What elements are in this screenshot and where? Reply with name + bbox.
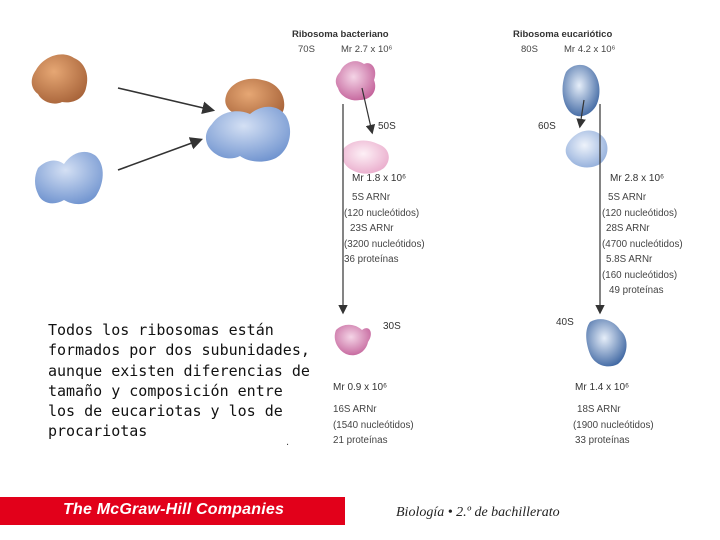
bacterial-30s-comp-2: 21 proteínas [333,435,388,446]
eukaryotic-60s-label: 60S [538,121,556,132]
eukaryotic-60s-comp-6: 49 proteínas [609,285,664,296]
bacterial-70s-mr: Mr 2.7 x 10⁶ [341,44,393,55]
caption-line: Todos los ribosomas están [48,321,274,339]
bacterial-70s-label: 70S [298,44,315,55]
bacterial-50s-composition [344,190,425,268]
caption [48,320,308,442]
eukaryotic-80s-mr: Mr 4.2 x 10⁶ [564,44,616,55]
eukaryotic-40s-comp-2: 33 proteínas [575,435,630,446]
bacterial-30s-label: 30S [383,321,401,332]
publisher-logo [0,497,345,525]
eukaryotic-60s-comp-0: 5S ARNr [608,192,647,203]
eukaryotic-40s-label: 40S [556,317,574,328]
eukaryotic-80s-shape [563,65,600,116]
eukaryotic-40s-shape [586,319,626,366]
bacterial-50s-comp-1: (120 nucleótidos) [344,207,420,219]
bacterial-50s-comp-2: 23S ARNr [350,223,394,234]
bacterial-50s-comp-3: (3200 nucleótidos) [344,238,425,250]
bacterial-30s-comp-0: 16S ARNr [333,404,377,415]
eukaryotic-40s-comp-1: (1900 nucleótidos) [573,419,654,431]
eukaryotic-80s-label: 80S [521,44,538,55]
caption-line: los de eucariotas y los de [48,402,283,421]
bacterial-50s-comp-0: 5S ARNr [352,192,391,203]
caption-line: tamaño y composición entre [48,381,283,400]
caption-line: formados por dos subunidades, [48,341,310,360]
eukaryotic-40s-mr: Mr 1.4 x 10⁶ [575,382,630,393]
eukaryotic-60s-shape [566,131,608,168]
eukaryotic-60s-composition [602,190,683,299]
eukaryotic-60s-comp-1: (120 nucleótidos) [602,207,678,219]
bacterial-30s-composition [333,402,414,449]
eukaryotic-40s-comp-0: 18S ARNr [577,404,621,415]
eukaryotic-title: Ribosoma eucariótico [513,29,613,40]
large-subunit-shape [32,54,88,103]
caption-line: aunque existen diferencias de [48,361,310,380]
bacterial-30s-mr: Mr 0.9 x 10⁶ [333,382,388,393]
eukaryotic-60s-comp-3: (4700 nucleótidos) [602,238,683,250]
bacterial-50s-shape [342,141,388,174]
bacterial-50s-comp-4: 36 proteínas [344,254,399,265]
eukaryotic-60s-comp-2: 28S ARNr [606,223,650,234]
bacterial-70s-shape [336,61,375,100]
eukaryotic-40s-composition [573,402,654,449]
bacterial-title: Ribosoma bacteriano [292,29,389,40]
caption-line: procariotas [48,422,148,441]
eukaryotic-60s-comp-5: (160 nucleótidos) [602,269,678,281]
small-subunit-shape [35,152,103,204]
caption-dot: . [286,436,290,448]
bacterial-30s-shape [335,325,371,356]
course-label: Biología • 2.º de bachillerato [396,505,560,520]
bacterial-50s-label: 50S [378,121,396,132]
eukaryotic-60s-mr: Mr 2.8 x 10⁶ [610,173,665,184]
assembled-small-subunit-shape [206,107,290,162]
bacterial-50s-mr: Mr 1.8 x 10⁶ [352,173,407,184]
eukaryotic-60s-comp-4: 5.8S ARNr [606,254,653,265]
publisher-logo-text: The McGraw-Hill Companies [63,501,285,518]
bacterial-30s-comp-1: (1540 nucleótidos) [333,419,414,431]
